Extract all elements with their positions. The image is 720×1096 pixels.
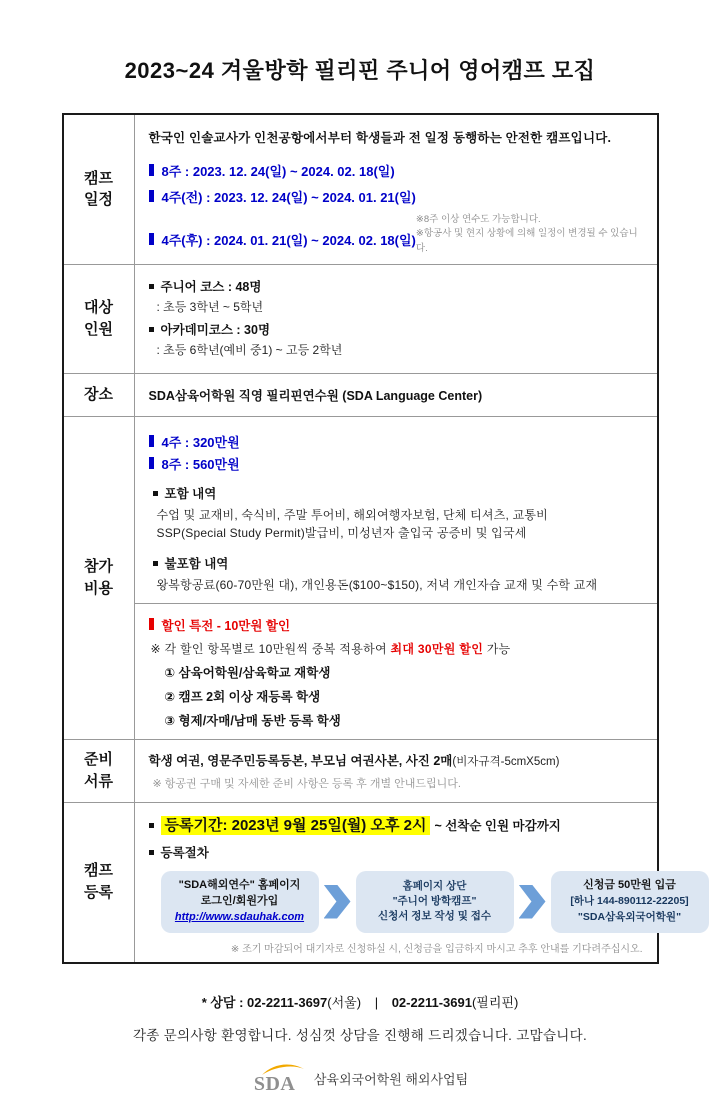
- registration-note: ※ 조기 마감되어 대기자로 신청하실 시, 신청금을 입금하지 마시고 추후 안내를 기다려주십시오.: [230, 943, 643, 955]
- sda-logo: [252, 1062, 304, 1096]
- bar-bullet-icon: [149, 618, 154, 630]
- documents-note: ※ 항공권 구매 및 자세한 준비 사항은 등록 후 개별 안내드립니다.: [152, 777, 461, 790]
- schedule-notes: [416, 213, 649, 256]
- discount-note-prefix: ※ 각 할인 항목별로 10만원씩 중복 적용하여: [150, 641, 391, 656]
- discount-note-emphasis: 최대 30만원 할인: [390, 641, 484, 656]
- arrow-right-icon: [519, 885, 546, 919]
- footer-message: 각종 문의사항 환영합니다. 성심껏 상담을 진행해 드리겠습니다. 고맙습니다.: [132, 1027, 588, 1043]
- label-line: 등록: [84, 884, 113, 902]
- logo-text: SDA: [253, 1072, 296, 1095]
- schedule-note: ※항공사 및 현지 상황에 의해 일정이 변경될 수 있습니다.: [415, 228, 638, 254]
- registration-row: [64, 802, 689, 962]
- label-line: 준비: [84, 750, 113, 768]
- registration-steps: [161, 871, 689, 933]
- participants-row: [64, 264, 657, 373]
- academy-course-detail: : 초등 6학년(예비 중1) ~ 고등 2학년: [156, 342, 343, 357]
- included-title: [153, 484, 643, 502]
- step-box-website: [161, 871, 319, 933]
- bar-bullet-icon: [149, 190, 154, 202]
- label-line: 캠프: [84, 169, 113, 187]
- bar-bullet-icon: [149, 435, 154, 447]
- label-line: 일정: [84, 191, 113, 209]
- step-box-payment: [551, 871, 709, 933]
- label-line: 참가: [84, 557, 113, 575]
- bar-bullet-icon: [149, 457, 154, 469]
- contact-line: [0, 992, 720, 1011]
- square-bullet-icon: [149, 327, 154, 332]
- arrow-right-icon: [324, 885, 351, 919]
- course-title-text: 아카데미코스 : 30명: [160, 322, 271, 337]
- schedule-item: [149, 230, 416, 249]
- camp-schedule-row: [64, 115, 657, 264]
- academy-course-title: [149, 320, 643, 338]
- step-line: 홈페이지 상단: [402, 879, 467, 892]
- discount-title: [149, 616, 643, 634]
- participants-content: [135, 265, 657, 373]
- documents-main-suffix: (비자규격-5cmX5cm): [452, 755, 560, 768]
- excluded-title-text: 불포함 내역: [164, 556, 229, 571]
- step-line: "주니어 방학캠프": [392, 894, 477, 907]
- discount-section: [135, 603, 657, 739]
- contact-separator: |: [374, 994, 379, 1010]
- contact-label: * 상담 :: [201, 994, 248, 1010]
- phone-seoul-suffix: (서울): [327, 994, 362, 1010]
- procedure-title-text: 등록절차: [160, 845, 209, 860]
- registration-period-suffix: ~ 선착순 인원 마감까지: [434, 818, 561, 833]
- schedule-item: [149, 187, 649, 206]
- schedule-item: [149, 161, 649, 180]
- label-line: 대상: [84, 299, 113, 316]
- junior-course-title: [149, 277, 643, 295]
- fees-label: [64, 417, 135, 739]
- documents-row: [64, 739, 657, 802]
- footer: [0, 992, 720, 1096]
- label-line: 캠프: [84, 862, 113, 880]
- included-title-text: 포함 내역: [164, 486, 217, 501]
- page-title: 2023~24 겨울방학 필리핀 주니어 영어캠프 모집: [124, 58, 596, 83]
- schedule-intro: 한국인 인솔교사가 인천공항에서부터 학생들과 전 일정 동행하는 안전한 캠프입니다.: [148, 131, 612, 145]
- step-line: "SDA해외연수" 홈페이지: [178, 878, 301, 891]
- phone-philippines: 02-2211-3691: [391, 994, 472, 1010]
- registration-period-highlight: 등록기간: 2023년 9월 25일(월) 오후 2시: [161, 816, 431, 835]
- location-label: [64, 374, 135, 416]
- schedule-last-line: [149, 213, 649, 256]
- square-bullet-icon: [149, 823, 154, 828]
- info-table: [62, 113, 689, 964]
- registration-period-line: [149, 814, 645, 835]
- fees-content: [135, 417, 657, 739]
- camp-schedule-label: [64, 115, 135, 264]
- website-link[interactable]: http://www.sdauhak.com: [174, 910, 305, 923]
- excluded-line: 왕복항공료(60-70만원 대), 개인용돈($100~$150), 저녁 개인자습 교재 및 수학 교재: [156, 577, 598, 592]
- step-line: [하나 144-890112-22205]: [570, 895, 689, 908]
- discount-item: ③ 형제/자매/남매 동반 등록 학생: [164, 713, 341, 728]
- camp-schedule-content: [135, 115, 657, 264]
- step-line: 로그인/회원가입: [200, 894, 279, 907]
- discount-item: ② 캠프 2회 이상 재등록 학생: [164, 689, 321, 704]
- step-line: "SDA삼육외국어학원": [577, 910, 682, 923]
- step-box-application: [356, 871, 514, 933]
- price-item: [149, 432, 643, 451]
- registration-label: [64, 803, 135, 962]
- label-line: 장소: [84, 385, 113, 403]
- square-bullet-icon: [149, 850, 154, 855]
- documents-content: [135, 740, 657, 802]
- step-line: 신청금 50만원 입금: [583, 879, 676, 892]
- fees-row: [64, 416, 657, 739]
- price-item: [149, 454, 643, 473]
- location-row: [64, 373, 657, 416]
- price-text: 4주 : 320만원: [161, 434, 240, 450]
- label-line: 서류: [84, 772, 113, 790]
- square-bullet-icon: [149, 284, 154, 289]
- logo-row: [0, 1062, 720, 1096]
- schedule-item-text: 8주 : 2023. 12. 24(일) ~ 2024. 02. 18(일): [161, 164, 395, 179]
- discount-note-suffix: 가능: [483, 641, 511, 656]
- registration-procedure-title: [149, 843, 645, 861]
- phone-philippines-suffix: (필리핀): [471, 994, 519, 1010]
- label-line: 인원: [84, 320, 113, 338]
- team-name: 삼육외국어학원 해외사업팀: [313, 1072, 469, 1088]
- registration-content: [135, 803, 689, 962]
- excluded-title: [153, 554, 643, 572]
- phone-seoul: 02-2211-3697: [247, 994, 328, 1010]
- schedule-item-text: 4주(전) : 2023. 12. 24(일) ~ 2024. 01. 21(일): [161, 190, 416, 205]
- bar-bullet-icon: [149, 164, 154, 176]
- square-bullet-icon: [153, 561, 158, 566]
- location-value: SDA삼육어학원 직영 필리핀연수원 (SDA Language Center): [148, 388, 483, 403]
- junior-course-detail: : 초등 3학년 ~ 5학년: [156, 299, 264, 314]
- included-line: SSP(Special Study Permit)발급비, 미성년자 출입국 공증비 및 입국세: [156, 526, 527, 541]
- step-line: 신청서 정보 작성 및 접수: [377, 910, 492, 923]
- label-line: 비용: [84, 579, 113, 597]
- price-text: 8주 : 560만원: [161, 456, 240, 472]
- course-title-text: 주니어 코스 : 48명: [160, 279, 262, 294]
- documents-label: [64, 740, 135, 802]
- included-line: 수업 및 교재비, 숙식비, 주말 투어비, 해외여행자보험, 단체 티셔츠, 교통비: [156, 507, 548, 522]
- participants-label: [64, 265, 135, 373]
- discount-item: ① 삼육어학원/삼육학교 재학생: [164, 665, 331, 680]
- fees-pricing-section: [135, 417, 657, 603]
- location-content: [135, 374, 657, 416]
- discount-note: [151, 640, 643, 657]
- discount-title-text: 할인 특전 - 10만원 할인: [161, 618, 291, 633]
- documents-main-line: [149, 751, 643, 770]
- bar-bullet-icon: [149, 233, 154, 245]
- schedule-item-text: 4주(후) : 2024. 01. 21(일) ~ 2024. 02. 18(일): [161, 232, 416, 248]
- schedule-note: ※8주 이상 연수도 가능합니다.: [415, 214, 541, 225]
- square-bullet-icon: [153, 491, 158, 496]
- documents-main: 학생 여권, 영문주민등록등본, 부모님 여권사본, 사진 2매: [148, 753, 453, 768]
